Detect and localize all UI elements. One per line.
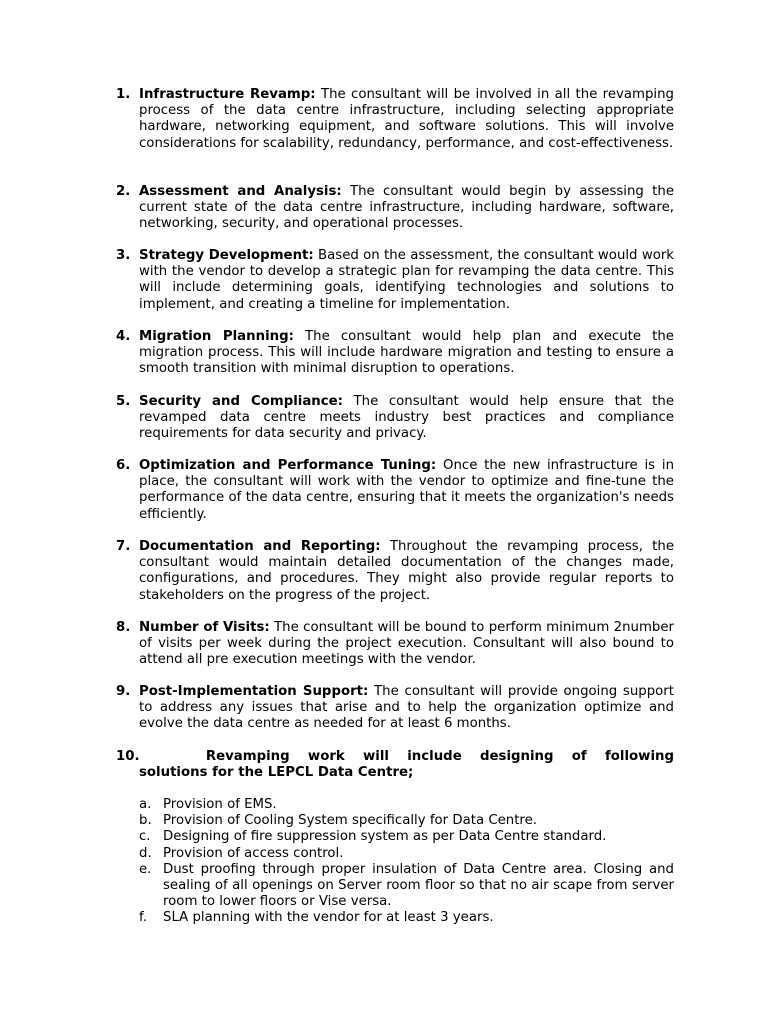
list-item-10 [116, 749, 674, 781]
sub-item-text: Designing of fire suppression system as per Data Centre standard. [163, 829, 607, 844]
item-number: 1. [116, 87, 131, 102]
item-heading: Post-Implementation Support: [139, 684, 369, 699]
sub-item-d [139, 846, 674, 862]
item-heading: Migration Planning: [139, 329, 294, 344]
list-item-1 [116, 87, 674, 152]
item-number: 2. [116, 184, 131, 199]
sub-item-a [139, 797, 674, 813]
sub-item-f [139, 910, 674, 926]
item-body [139, 458, 674, 523]
item-number: 9. [116, 684, 131, 699]
sub-item-letter: d. [139, 846, 152, 861]
item-number: 10. [116, 749, 140, 764]
item-text: Throughout the revamping process, the consultant would maintain detailed documentation of the changes made, configurations, and procedures. They might also provide regular reports to stakeholders on the progress of the project. [139, 539, 675, 603]
list-item-3 [116, 248, 674, 313]
item-text: The consultant will provide ongoing support to address any issues that arise and to help the organization optimize and evolve the data centre as needed for at least 6 months. [139, 684, 674, 732]
item-heading-text: Revamping work will include designing of following [205, 749, 674, 764]
list-item-7 [116, 539, 674, 604]
item-text: The consultant will be bound to perform minimum 2number of visits per week during the project execution. Consultant will also bound to attend all pre execution meetings with the vendor. [139, 620, 674, 668]
list-item-6 [116, 458, 674, 523]
sub-item-e [139, 862, 674, 911]
sub-item-letter: b. [139, 813, 152, 828]
item-body [139, 329, 674, 378]
item-text: The consultant would help ensure that the revamped data centre meets industry best practices and compliance requirements for data security and privacy. [139, 394, 674, 442]
item-heading: Optimization and Performance Tuning: [139, 458, 437, 473]
item-text: The consultant would begin by assessing the current state of the data centre infrastructure, including hardware, software, networking, security, and operational processes. [139, 184, 674, 232]
list-item-8 [116, 620, 674, 669]
list-item-4 [116, 329, 674, 378]
item-number: 7. [116, 539, 131, 554]
item-text: Based on the assessment, the consultant would work with the vendor to develop a strategic plan for revamping the data centre. This will include determining goals, identifying technologies and solutions to implement, and creating a timeline for implementation. [139, 248, 674, 312]
item-number: 5. [116, 394, 131, 409]
item-heading-line-1 [116, 749, 674, 765]
list-item-2 [116, 184, 674, 233]
item-body [139, 184, 674, 233]
item-heading: Number of Visits: [139, 620, 270, 635]
item-body [139, 684, 674, 733]
item-text: The consultant will be involved in all the revamping process of the data centre infrastructure, including selecting appropriate hardware, networking equipment, and software solutions. This will involve considerations for scalability, redundancy, performance, and cost-effectiveness. [139, 87, 674, 151]
item-heading: Infrastructure Revamp: [139, 87, 316, 102]
sub-item-text: Dust proofing through proper insulation of Data Centre area. Closing and sealing of all openings on Server room floor so that no air scape from server room to lower floors or Vise versa. [163, 862, 674, 910]
item-number: 3. [116, 248, 131, 263]
sub-item-letter: f. [139, 910, 147, 925]
sub-item-text: SLA planning with the vendor for at least 3 years. [163, 910, 494, 925]
sub-item-text: Provision of access control. [163, 846, 344, 861]
sub-item-letter: a. [139, 797, 152, 812]
item-body [139, 248, 674, 313]
item-heading: Strategy Development: [139, 248, 314, 263]
item-number: 8. [116, 620, 131, 635]
sub-item-c [139, 829, 674, 845]
list-item-5 [116, 394, 674, 443]
item-number: 6. [116, 458, 131, 473]
item-body [139, 539, 674, 604]
sub-item-text: Provision of EMS. [163, 797, 277, 812]
sub-item-letter: e. [139, 862, 152, 877]
item-heading-line-2: solutions for the LEPCL Data Centre; [139, 765, 414, 781]
item-text: Once the new infrastructure is in place, the consultant will work with the vendor to optimize and fine-tune the performance of the data centre, ensuring that it meets the organization's needs efficiently. [139, 458, 674, 522]
item-text: The consultant would help plan and execute the migration process. This will include hardware migration and testing to ensure a smooth transition with minimal disruption to operations. [139, 329, 674, 377]
item-number: 4. [116, 329, 131, 344]
item-heading: Assessment and Analysis: [139, 184, 342, 199]
list-item-9 [116, 684, 674, 733]
item-body [139, 394, 674, 443]
item-heading: Security and Compliance: [139, 394, 343, 409]
item-heading: Documentation and Reporting: [139, 539, 381, 554]
sub-item-letter: c. [139, 829, 151, 844]
item-body [139, 87, 674, 152]
item-body [139, 620, 674, 669]
sub-item-text: Provision of Cooling System specifically for Data Centre. [163, 813, 538, 828]
sub-item-b [139, 813, 674, 829]
